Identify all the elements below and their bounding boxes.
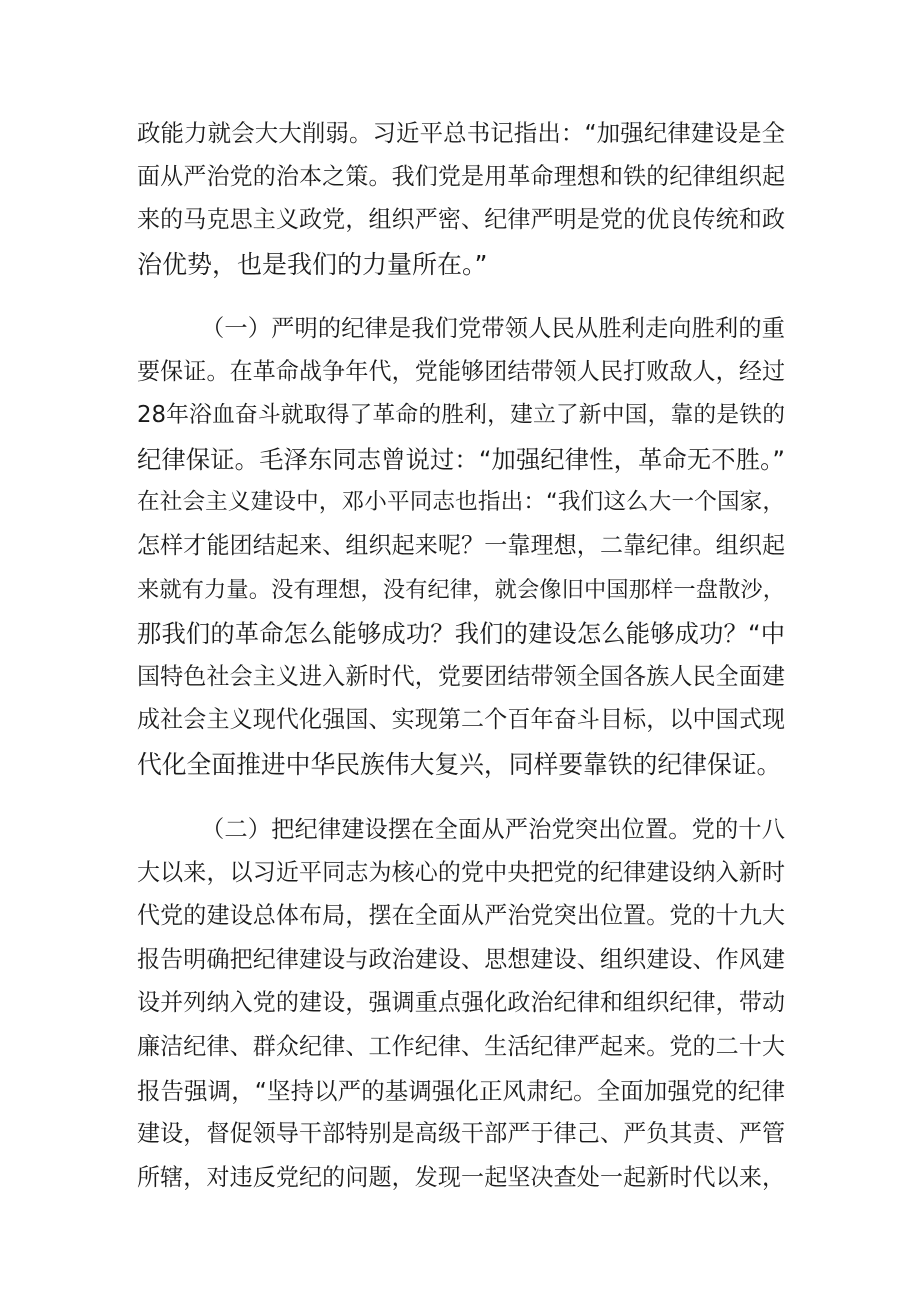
text-line: 成社会主义现代化强国、实现第二个百年奋斗目标，以中国式现 bbox=[137, 707, 785, 734]
text-line: 报告强调，“坚持以严的基调强化正风肃纪。全面加强党的纪律 bbox=[137, 1076, 785, 1105]
text-line: 国特色社会主义进入新时代，党要团结带领全国各族人民全面建 bbox=[137, 663, 785, 690]
paragraph-section-two bbox=[137, 808, 785, 1200]
text-line: 代党的建设总体布局，摆在全面从严治党突出位置。党的十九大 bbox=[137, 903, 785, 930]
text-line: 设并列纳入党的建设，强调重点强化政治纪律和组织纪律，带动 bbox=[137, 990, 785, 1017]
paragraph-quote-xi bbox=[137, 112, 785, 286]
text-line: 在社会主义建设中，邓小平同志也指出：“我们这么大一个国家， bbox=[137, 489, 785, 516]
text-line: 怎样才能团结起来、组织起来呢？一靠理想，二靠纪律。组织起 bbox=[137, 532, 785, 559]
text-line: 报告明确把纪律建设与政治建设、思想建设、组织建设、作风建 bbox=[137, 946, 785, 973]
text-line: 来的马克思主义政党，组织严密、纪律严明是党的优良传统和政 bbox=[137, 207, 785, 234]
text-line: 所辖，对违反党纪的问题，发现一起坚决查处一起新时代以来， bbox=[137, 1164, 785, 1191]
text-line: 建设，督促领导干部特别是高级干部严于律己、严负其责、严管 bbox=[137, 1121, 785, 1148]
section-heading-line: （二）把纪律建设摆在全面从严治党突出位置。党的十八 bbox=[201, 816, 785, 843]
text-line: 代化全面推进中华民族伟大复兴，同样要靠铁的纪律保证。 bbox=[137, 749, 782, 779]
text-line: 治优势，也是我们的力量所在。” bbox=[137, 249, 488, 279]
text-line: 那我们的革命怎么能够成功？我们的建设怎么能够成功？“中 bbox=[137, 619, 785, 649]
paragraph-section-one bbox=[137, 307, 785, 787]
text-line: 来就有力量。没有理想，没有纪律，就会像旧中国那样一盘散沙， bbox=[137, 576, 785, 603]
text-line: 廉洁纪律、群众纪律、工作纪律、生活纪律严起来。党的二十大 bbox=[137, 1033, 785, 1060]
text-line: 大以来，以习近平同志为核心的党中央把党的纪律建设纳入新时 bbox=[137, 859, 785, 886]
text-line: 面从严治党的治本之策。我们党是用革命理想和铁的纪律组织起 bbox=[137, 163, 785, 190]
text-line: 纪律保证。毛泽东同志曾说过：“加强纪律性，革命无不胜。” bbox=[137, 444, 785, 474]
section-heading-line: （一）严明的纪律是我们党带领人民从胜利走向胜利的重 bbox=[201, 315, 785, 342]
text-line: 28年浴血奋斗就取得了革命的胜利，建立了新中国，靠的是铁的 bbox=[137, 402, 785, 429]
text-line: 要保证。在革命战争年代，党能够团结带领人民打败敌人，经过 bbox=[137, 358, 785, 385]
text-line: 政能力就会大大削弱。习近平总书记指出：“加强纪律建设是全 bbox=[137, 119, 785, 147]
